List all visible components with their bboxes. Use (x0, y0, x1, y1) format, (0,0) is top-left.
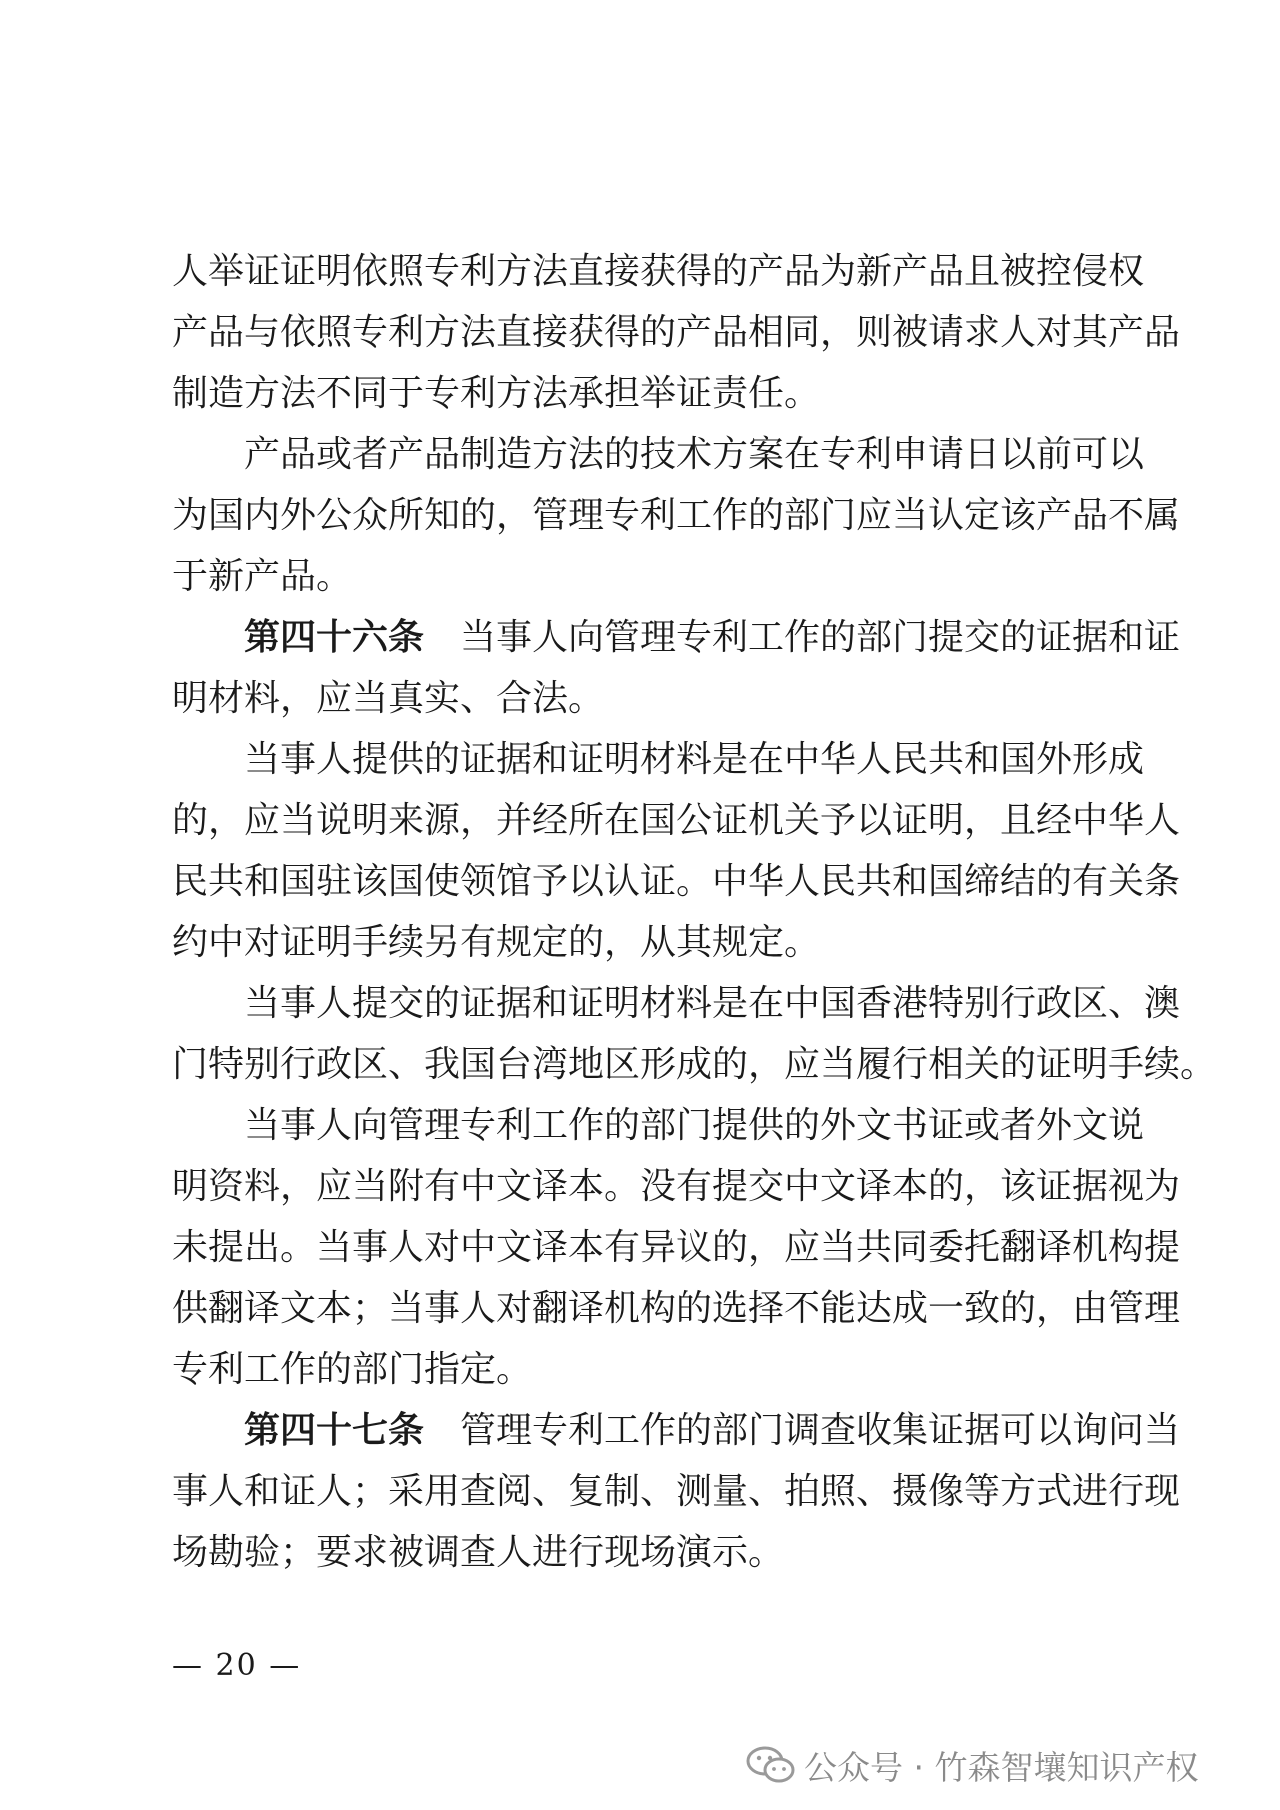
wechat-icon (746, 1745, 796, 1785)
text-line: 当事人提供的证据和证明材料是在中华人民共和国外形成 (244, 739, 1145, 780)
text-line: 事人和证人；采用查阅、复制、测量、拍照、摄像等方式进行现 (172, 1471, 1181, 1512)
text-line: 产品或者产品制造方法的技术方案在专利申请日以前可以 (244, 434, 1145, 475)
text-line: 为国内外公众所知的，管理专利工作的部门应当认定该产品不属 (172, 495, 1181, 536)
text-line: 明材料，应当真实、合法。 (172, 678, 605, 719)
text-line: 当事人向管理专利工作的部门提交的证据和证 (460, 617, 1181, 658)
text-line: 专利工作的部门指定。 (172, 1349, 533, 1390)
watermark (746, 1741, 1198, 1789)
article-heading: 第四十六条 (244, 617, 425, 658)
text-line: 制造方法不同于专利方法承担举证责任。 (172, 373, 821, 414)
text-line: 人举证证明依照专利方法直接获得的产品为新产品且被控侵权 (172, 251, 1145, 292)
text-line: 的，应当说明来源，并经所在国公证机关予以证明，且经中华人 (172, 800, 1181, 841)
text-line: 明资料，应当附有中文译本。没有提交中文译本的，该证据视为 (172, 1166, 1181, 1207)
text-line: 管理专利工作的部门调查收集证据可以询问当 (460, 1410, 1181, 1451)
watermark-text: 公众号 · 竹森智壤知识产权 (804, 1747, 1199, 1787)
article-line (244, 1410, 1181, 1451)
page-number: — 20 — (172, 1648, 302, 1683)
article-heading: 第四十七条 (244, 1410, 425, 1451)
article-line (244, 617, 1181, 658)
text-line: 未提出。当事人对中文译本有异议的，应当共同委托翻译机构提 (172, 1227, 1181, 1268)
text-line: 当事人提交的证据和证明材料是在中国香港特别行政区、澳 (244, 983, 1181, 1024)
text-line: 供翻译文本；当事人对翻译机构的选择不能达成一致的，由管理 (172, 1288, 1181, 1329)
text-line: 门特别行政区、我国台湾地区形成的，应当履行相关的证明手续。 (172, 1044, 1217, 1085)
text-line: 约中对证明手续另有规定的，从其规定。 (172, 922, 821, 963)
text-line: 于新产品。 (172, 556, 353, 597)
text-line: 当事人向管理专利工作的部门提供的外文书证或者外文说 (244, 1105, 1145, 1146)
text-line: 民共和国驻该国使领馆予以认证。中华人民共和国缔结的有关条 (172, 861, 1181, 902)
text-line: 产品与依照专利方法直接获得的产品相同，则被请求人对其产品 (172, 312, 1181, 353)
text-line: 场勘验；要求被调查人进行现场演示。 (172, 1532, 785, 1573)
